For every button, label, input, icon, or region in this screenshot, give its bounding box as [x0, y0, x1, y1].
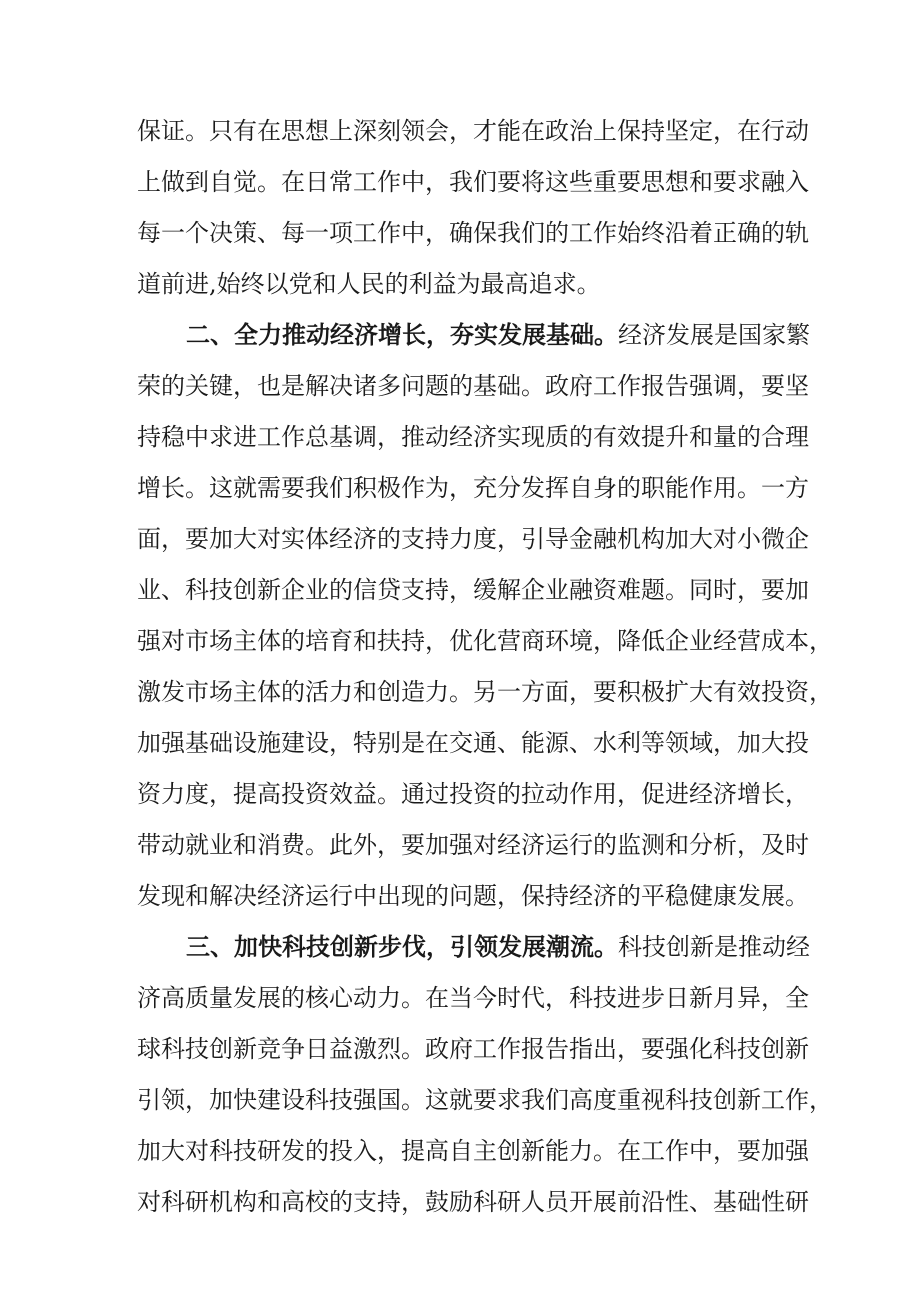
paragraph-3-first-line — [186, 932, 810, 962]
paragraph-1-line-2: 上做到自觉。在日常工作中，我们要将这些重要思想和要求融入 — [137, 168, 809, 196]
paragraph-2-heading: 二、全力推动经济增长，夯实发展基础。 — [186, 321, 618, 349]
paragraph-2-line-8: 激发市场主体的活力和创造力。另一方面，要积极扩大有效投资， — [137, 678, 833, 706]
paragraph-2-line-5: 面，要加大对实体经济的支持力度，引导金融机构加大对小微企 — [137, 525, 809, 553]
paragraph-3-line-3: 球科技创新竞争日益激烈。政府工作报告指出，要强化科技创新 — [137, 1035, 809, 1063]
paragraph-2-line-6: 业、科技创新企业的信贷支持，缓解企业融资难题。同时，要加 — [137, 576, 809, 604]
paragraph-2-line-11: 带动就业和消费。此外，要加强对经济运行的监测和分析，及时 — [137, 831, 809, 859]
paragraph-3-line-1: 科技创新是推动经 — [618, 933, 810, 961]
paragraph-3-line-5: 加大对科技研发的投入，提高自主创新能力。在工作中，要加强 — [137, 1137, 809, 1165]
paragraph-2-line-2: 荣的关键，也是解决诸多问题的基础。政府工作报告强调，要坚 — [137, 372, 809, 400]
paragraph-2-line-9: 加强基础设施建设，特别是在交通、能源、水利等领域，加大投 — [137, 729, 809, 757]
paragraph-3-line-4: 引领，加快建设科技强国。这就要求我们高度重视科技创新工作， — [137, 1086, 833, 1114]
paragraph-2-line-3: 持稳中求进工作总基调，推动经济实现质的有效提升和量的合理 — [137, 423, 809, 451]
paragraph-3-heading: 三、加快科技创新步伐，引领发展潮流。 — [186, 933, 618, 961]
paragraph-1-line-3: 每一个决策、每一项工作中，确保我们的工作始终沿着正确的轨 — [137, 219, 809, 247]
paragraph-3-line-2: 济高质量发展的核心动力。在当今时代，科技进步日新月异，全 — [137, 984, 809, 1012]
paragraph-2-first-line — [186, 320, 810, 350]
paragraph-2-line-12: 发现和解决经济运行中出现的问题，保持经济的平稳健康发展。 — [137, 882, 809, 910]
paragraph-2-line-1: 经济发展是国家繁 — [618, 321, 810, 349]
paragraph-2-line-10: 资力度，提高投资效益。通过投资的拉动作用，促进经济增长， — [137, 780, 809, 808]
paragraph-2-line-4: 增长。这就需要我们积极作为，充分发挥自身的职能作用。一方 — [137, 474, 809, 502]
paragraph-3-line-6: 对科研机构和高校的支持，鼓励科研人员开展前沿性、基础性研 — [137, 1188, 809, 1216]
paragraph-1-line-4: 道前进,始终以党和人民的利益为最高追求。 — [137, 270, 601, 298]
paragraph-2-line-7: 强对市场主体的培育和扶持，优化营商环境，降低企业经营成本， — [137, 627, 833, 655]
paragraph-1-line-1: 保证。只有在思想上深刻领会，才能在政治上保持坚定，在行动 — [137, 117, 809, 145]
